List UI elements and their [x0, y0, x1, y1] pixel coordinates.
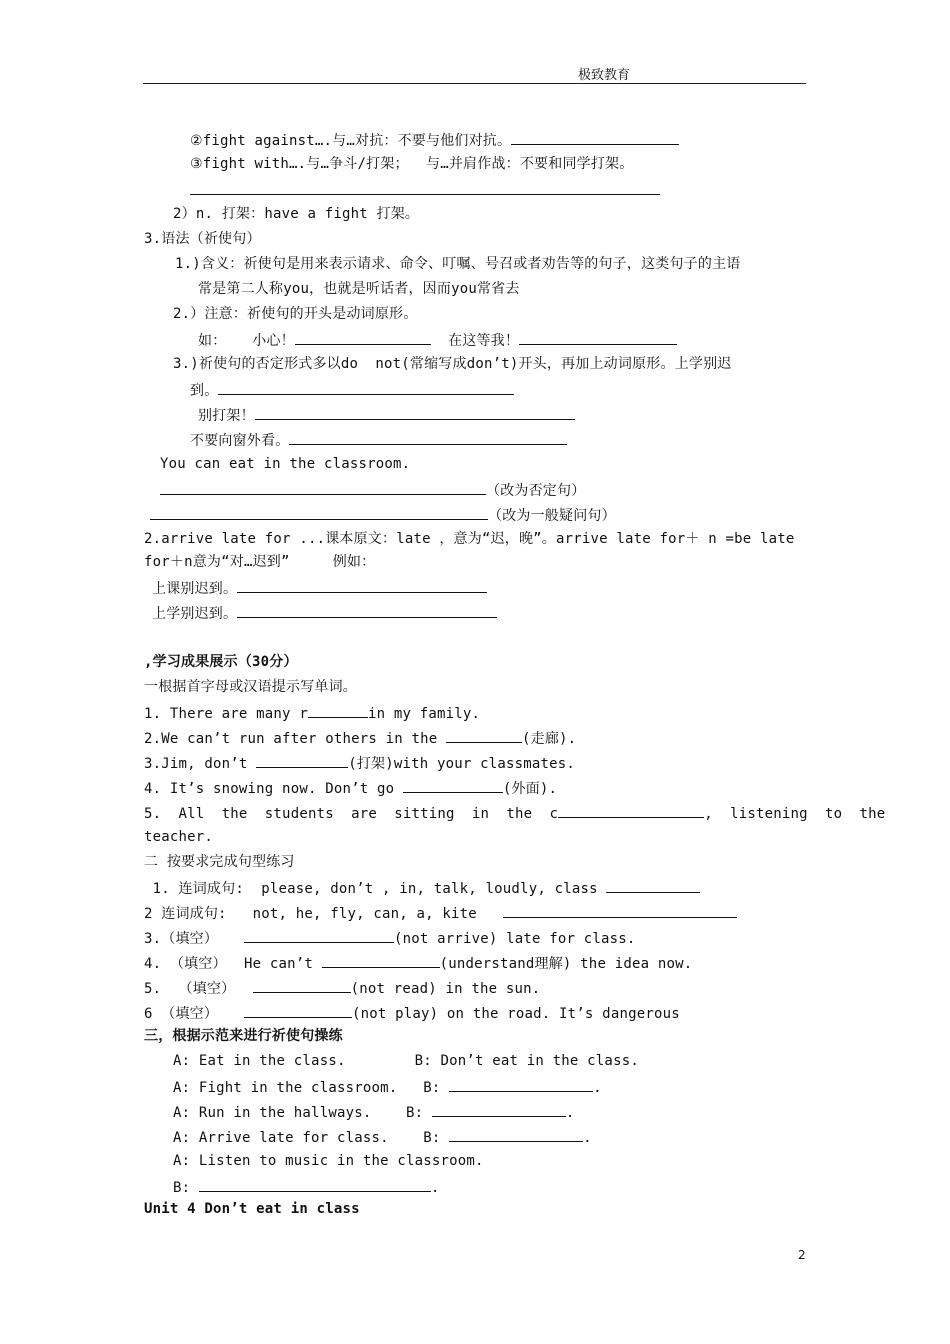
text-line — [198, 405, 575, 425]
line-text-after-blank: (understand理解) the idea now. — [439, 956, 693, 972]
line-text: 2）n. 打架：have a fight 打架。 — [173, 206, 420, 222]
text-line — [160, 480, 585, 500]
text-line — [173, 1127, 592, 1147]
line-text: 2.）注意：祈使句的开头是动词原形。 — [173, 306, 418, 322]
text-line — [144, 778, 557, 798]
line-text: ③fight with….与…争斗/打架； 与…并肩作战：不要和同学打架。 — [190, 156, 634, 172]
text-line — [144, 803, 885, 823]
line-text: 4. （填空） He can’t — [144, 956, 322, 972]
line-text: A: Fight in the classroom. B: — [173, 1080, 450, 1096]
answer-blank[interactable] — [160, 480, 486, 495]
answer-blank[interactable] — [199, 1177, 431, 1192]
answer-blank[interactable] — [449, 1077, 593, 1092]
line-text-after-blank: . — [430, 1180, 440, 1196]
line-text-after-blank: . — [565, 1105, 575, 1121]
line-text: A: Run in the hallways. B: — [173, 1105, 432, 1121]
line-text-after-blank: （改为一般疑问句） — [488, 508, 616, 524]
line-text: 如： 小心！ — [198, 333, 295, 349]
line-text: A: Eat in the class. B: Don’t eat in the class. — [173, 1053, 639, 1069]
line-text: 上课别迟到。 — [152, 581, 238, 597]
line-text: 3.)祈使句的否定形式多以do not(常缩写成don’t)开头，再加上动词原形。上学别迟 — [173, 356, 732, 372]
answer-blank[interactable] — [308, 703, 368, 718]
text-line — [173, 1052, 639, 1070]
text-line — [173, 1077, 602, 1097]
answer-blank[interactable] — [558, 803, 704, 818]
text-line — [144, 530, 795, 548]
text-line — [144, 653, 298, 671]
line-text: B: — [173, 1180, 199, 1196]
line-text: 3.语法（祈使句） — [144, 231, 261, 247]
answer-blank[interactable] — [237, 578, 487, 593]
answer-blank[interactable] — [256, 753, 348, 768]
answer-blank[interactable] — [218, 380, 514, 395]
line-text: 2.arrive late for ...课本原文：late ，意为“迟，晚”。arrive late for＋ n =be late — [144, 531, 795, 547]
line-text-after-blank: (not arrive) late for class. — [393, 931, 636, 947]
text-line — [144, 828, 213, 846]
line-text: 三，根据示范来进行祈使句操练 — [144, 1028, 343, 1044]
line-text: ,学习成果展示（30分） — [144, 654, 298, 670]
answer-blank[interactable] — [190, 180, 660, 195]
text-line — [160, 455, 410, 473]
text-line — [144, 1027, 343, 1045]
answer-blank[interactable] — [606, 878, 700, 893]
line-text-after-blank: （改为否定句） — [486, 483, 586, 499]
text-line — [190, 180, 660, 200]
text-line — [144, 1200, 360, 1218]
line-text: 到。 — [190, 383, 219, 399]
line-text-after-blank: in my family. — [367, 706, 481, 722]
text-line — [144, 878, 700, 898]
line-text: 3.（填空） — [144, 931, 244, 947]
line-text: 4. It’s snowing now. Don’t go — [144, 781, 403, 797]
answer-blank[interactable] — [511, 130, 679, 145]
line-text: 二 按要求完成句型练习 — [144, 854, 295, 870]
text-line — [144, 703, 480, 723]
text-line — [144, 903, 737, 923]
answer-blank[interactable] — [403, 778, 503, 793]
text-line — [144, 678, 357, 696]
text-line — [190, 380, 514, 400]
line-text: 6 （填空） — [144, 1006, 244, 1022]
header-rule — [143, 83, 806, 84]
text-line — [144, 978, 540, 998]
answer-blank[interactable] — [446, 728, 522, 743]
text-line — [144, 953, 692, 973]
line-text: teacher. — [144, 829, 214, 845]
text-line — [152, 578, 487, 598]
line-text: 2 连词成句: not, he, fly, can, a, kite — [144, 906, 503, 922]
text-line — [150, 505, 616, 525]
text-line — [173, 1177, 440, 1197]
line-text: 5. （填空） — [144, 981, 253, 997]
line-text-after-blank: , listening to the — [704, 806, 886, 822]
text-line — [173, 205, 419, 223]
line-text: 5. All the students are sitting in the c — [144, 806, 559, 822]
text-line — [144, 1003, 680, 1023]
line-text-after-blank: (打架)with your classmates. — [348, 756, 576, 772]
line-text: ②fight against….与…对抗：不要与他们对抗。 — [190, 133, 512, 149]
text-line — [175, 255, 740, 273]
text-line — [190, 430, 567, 450]
answer-blank[interactable] — [150, 505, 488, 520]
line-text: 上学别迟到。 — [152, 606, 238, 622]
text-line — [144, 553, 375, 571]
text-line — [144, 853, 295, 871]
answer-blank[interactable] — [237, 603, 497, 618]
line-text-after-blank: (not read) in the sun. — [350, 981, 541, 997]
line-text: You can eat in the classroom. — [160, 456, 411, 472]
text-line — [144, 230, 261, 248]
line-text-after-blank: . — [593, 1080, 602, 1096]
line-text: A: Arrive late for class. B: — [173, 1130, 450, 1146]
text-line — [190, 155, 633, 173]
text-line — [198, 280, 520, 298]
text-line — [144, 928, 636, 948]
text-line — [198, 330, 677, 350]
answer-blank[interactable] — [295, 330, 431, 345]
answer-blank[interactable] — [503, 903, 737, 918]
line-text: 3.Jim, don’t — [144, 756, 257, 772]
answer-blank[interactable] — [244, 1003, 352, 1018]
text-line — [152, 603, 497, 623]
answer-blank[interactable] — [253, 978, 351, 993]
line-text-after-blank: (外面). — [502, 781, 558, 797]
line-text: 别打架！ — [198, 408, 255, 424]
answer-blank[interactable] — [244, 928, 394, 943]
text-line — [173, 1102, 575, 1122]
answer-blank[interactable] — [322, 953, 440, 968]
line-text: 1.)含义：祈使句是用来表示请求、命令、叮嘱、号召或者劝告等的句子，这类句子的主语 — [175, 256, 741, 272]
line-text: A: Listen to music in the classroom. — [173, 1153, 484, 1169]
line-text: 1. There are many r — [144, 706, 308, 722]
text-line — [144, 753, 575, 773]
line-text: 一根据首字母或汉语提示写单词。 — [144, 679, 357, 695]
answer-blank[interactable] — [289, 430, 567, 445]
line-text: 常是第二人称you，也就是听话者，因而you常省去 — [198, 281, 520, 297]
line-text-after-blank: 在这等我！ — [430, 333, 520, 349]
line-text: 2.We can’t run after others in the — [144, 731, 447, 747]
answer-blank[interactable] — [255, 405, 575, 420]
line-text: 不要向窗外看。 — [190, 433, 290, 449]
header-title: 极致教育 — [578, 68, 631, 83]
line-text-after-blank: . — [583, 1130, 592, 1146]
line-text-after-blank: (not play) on the road. It’s dangerous — [351, 1006, 680, 1022]
answer-blank[interactable] — [432, 1102, 566, 1117]
line-text: for＋n意为“对…迟到” 例如： — [144, 554, 376, 570]
text-line — [190, 130, 679, 150]
page-number: 2 — [798, 1248, 806, 1262]
text-line — [173, 355, 732, 373]
line-text: Unit 4 Don’t eat in class — [144, 1201, 360, 1217]
text-line — [144, 728, 576, 748]
line-text-after-blank: (走廊). — [522, 731, 577, 747]
line-text: 1. 连词成句: please, don’t , in, talk, loudly, class — [144, 881, 607, 897]
text-line — [173, 305, 417, 323]
answer-blank[interactable] — [449, 1127, 583, 1142]
answer-blank[interactable] — [519, 330, 677, 345]
text-line — [173, 1152, 484, 1170]
